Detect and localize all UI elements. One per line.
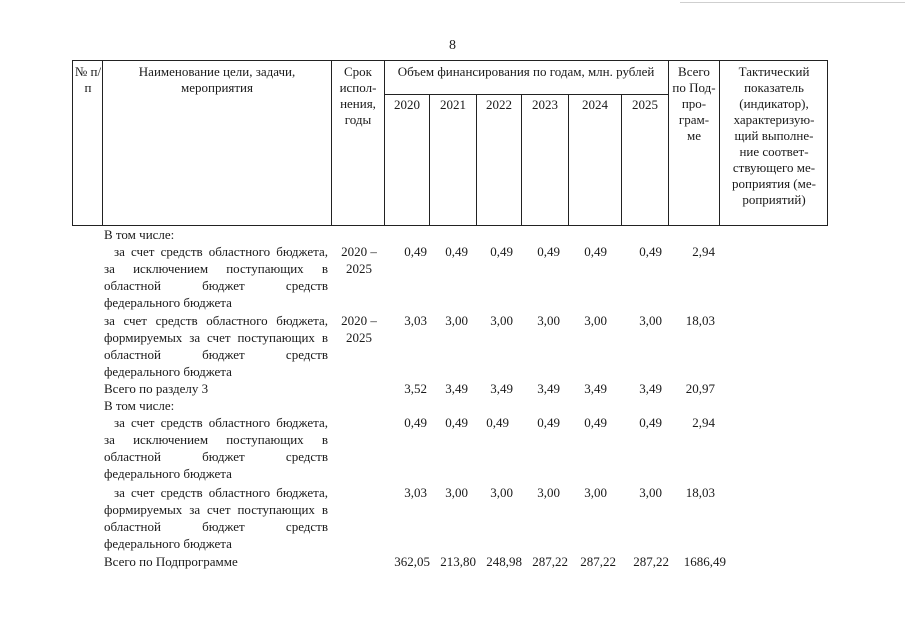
- header-year: 2020: [394, 97, 420, 112]
- row-value: 3,03: [404, 313, 427, 328]
- row-value: 287,22: [633, 554, 669, 569]
- row-label: Всего по Подпрограмме: [104, 554, 238, 569]
- row-total: 2,94: [692, 415, 715, 430]
- row-value: 0,49: [445, 415, 468, 430]
- row-value: 0,49: [445, 244, 468, 259]
- row-label: за счет средств областного бюджета, формируемых за счет поступающих в областной бюджет средств федерального бюджета: [104, 485, 328, 551]
- header-funding: Объем финансирования по годам, млн. рублей: [397, 64, 655, 79]
- header-number: № п/п: [74, 64, 102, 95]
- row-value: 0,49: [639, 244, 662, 259]
- row-total: 1686,49: [683, 554, 726, 569]
- row-label: за счет средств областного бюджета, формируемых за счет поступающих в областной бюджет средств федерального бюджета: [104, 313, 328, 379]
- row-value: 3,03: [404, 485, 427, 500]
- row-value: 3,49: [445, 381, 468, 396]
- header-indicator: Тактический показатель (индикатор), характеризую- щий выполне- ние соответ- ствующего ме- роприятия (ме- роприятий): [732, 64, 816, 207]
- row-value: 0,49: [584, 415, 607, 430]
- row-total: 18,03: [685, 313, 715, 328]
- row-value: 287,22: [532, 554, 568, 569]
- row-value: 0,49: [404, 244, 427, 259]
- row-label: за счет средств областного бюджета, за исключением поступающих в областной бюджет средств федерального бюджета: [104, 244, 328, 310]
- row-value: 0,49: [490, 244, 513, 259]
- row-label: за счет средств областного бюджета, за исключением поступающих в областной бюджет средств федерального бюджета: [104, 415, 328, 481]
- row-total: 18,03: [685, 485, 715, 500]
- row-value: 3,49: [639, 381, 662, 396]
- header-year: 2023: [532, 97, 558, 112]
- row-label: Всего по разделу 3: [104, 381, 209, 396]
- row-term: 2020 – 2025: [341, 244, 377, 276]
- row-value: 3,00: [490, 313, 513, 328]
- row-value: 0,49: [537, 415, 560, 430]
- row-value: 287,22: [580, 554, 616, 569]
- row-value: 3,00: [490, 485, 513, 500]
- row-value: 362,05: [394, 554, 430, 569]
- header-year: 2024: [582, 97, 608, 112]
- row-term: 2020 – 2025: [341, 313, 377, 345]
- row-value: 0,49: [404, 415, 427, 430]
- row-total: 2,94: [692, 244, 715, 259]
- row-total: 20,97: [685, 381, 715, 396]
- header-year: 2021: [440, 97, 466, 112]
- row-value: 0,49: [584, 244, 607, 259]
- row-label: В том числе:: [104, 398, 175, 413]
- row-value: 3,49: [490, 381, 513, 396]
- row-value: 3,00: [537, 485, 560, 500]
- row-value: 3,00: [639, 313, 662, 328]
- header-name: Наименование цели, задачи, мероприятия: [138, 64, 296, 95]
- page-number: 8: [449, 38, 456, 53]
- row-value: 3,00: [639, 485, 662, 500]
- row-value: 3,00: [445, 485, 468, 500]
- row-value: 3,00: [584, 485, 607, 500]
- row-value: 3,49: [537, 381, 560, 396]
- header-term: Срок испол- нения, годы: [339, 64, 377, 127]
- row-value: 248,98: [486, 554, 522, 569]
- row-value: 0,49: [537, 244, 560, 259]
- row-label: В том числе:: [104, 227, 175, 242]
- row-value: 213,80: [440, 554, 476, 569]
- table-header: [72, 60, 828, 226]
- header-year: 2022: [486, 97, 512, 112]
- row-value: 3,00: [584, 313, 607, 328]
- row-value: 3,49: [584, 381, 607, 396]
- row-value: 0,49: [486, 415, 509, 430]
- row-value: 3,00: [445, 313, 468, 328]
- row-value: 3,52: [404, 381, 427, 396]
- row-value: 0,49: [639, 415, 662, 430]
- row-value: 3,00: [537, 313, 560, 328]
- header-year: 2025: [632, 97, 658, 112]
- header-total: Всего по Под- про- грам- ме: [672, 64, 716, 143]
- scan-artifact: [680, 2, 905, 3]
